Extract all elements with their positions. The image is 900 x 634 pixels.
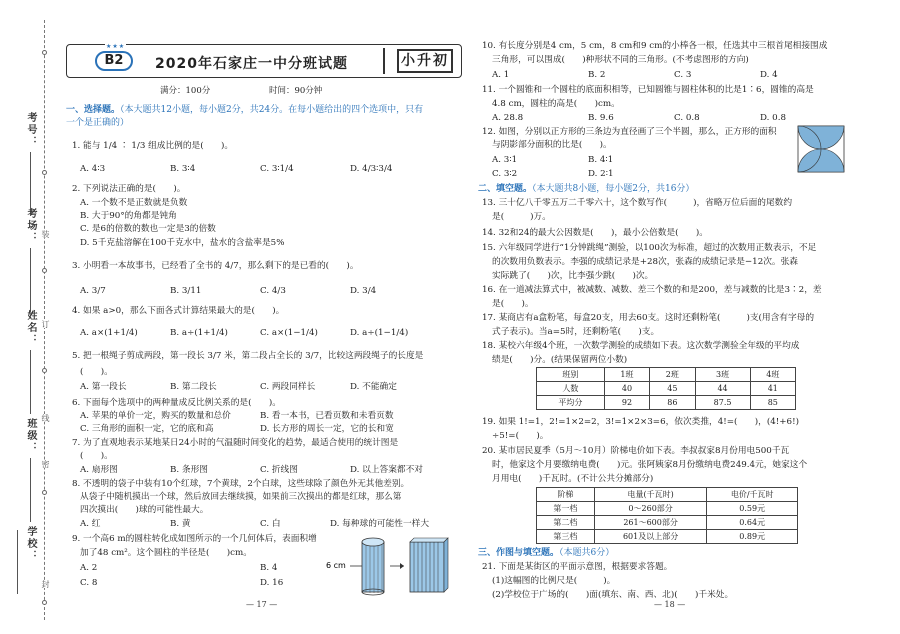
q3-option-c[interactable]: C. 4/3 (260, 286, 286, 296)
question-17-cont: 式子表示)。当a=5时，还剩粉笔( )支。 (492, 327, 660, 337)
q7-option-c[interactable]: C. 折线图 (260, 465, 298, 475)
table-header-row (537, 368, 796, 382)
question-16-cont: 是( )。 (492, 299, 534, 309)
question-3: 3. 小明看一本故事书，已经看了全书的 4/7，那么剩下的是已看的( )。 (72, 261, 359, 271)
q6-option-a[interactable]: A. 苹果的单价一定，购买的数量和总价 (80, 411, 231, 421)
question-10-cont: 三角形，可以围成( )种形状不同的三角形。(不考虑图形的方向) (492, 55, 749, 65)
question-21-part2: (2)学校位于广场的( )面(填东、南、西、北)( )千米处。 (492, 590, 734, 600)
section-draw-heading: 三、作图与填空题。（本题共6分） (478, 548, 615, 558)
question-13-cont: 是( )万。 (492, 212, 551, 222)
question-15-cont2: 实际跳了( )次，比李强少跳( )次。 (492, 271, 654, 281)
q5-option-a[interactable]: A. 第一段长 (80, 382, 127, 392)
page-number: — 18 — (654, 600, 686, 609)
binding-dot (42, 50, 47, 55)
table-cell: 41 (750, 382, 795, 396)
q1-option-b[interactable]: B. 3∶4 (170, 164, 196, 174)
table-cell: 85 (750, 396, 795, 410)
table-cell: 45 (650, 382, 695, 396)
q11-option-d[interactable]: D. 0.8 (760, 113, 786, 123)
question-15: 15. 六年级同学进行“1分钟跳绳”测验，以100次为标准，超过的次数用正数表示，不足 (482, 243, 817, 253)
q9-option-c[interactable]: C. 8 (80, 578, 98, 588)
q8-option-c[interactable]: C. 白 (260, 519, 281, 529)
table-cell: 40 (604, 382, 649, 396)
time-limit: 时间：90分钟 (268, 86, 323, 96)
q5-option-b[interactable]: B. 第二段长 (170, 382, 217, 392)
question-14: 14. 32和24的最大公因数是( )，最小公倍数是( )。 (482, 228, 708, 238)
q2-option-c[interactable]: C. 是6的倍数的数也一定是3的倍数 (80, 224, 216, 234)
q12-option-a[interactable]: A. 3∶1 (492, 155, 518, 165)
table-cell: 86 (650, 396, 695, 410)
question-8-cont: 从袋子中随机摸出一个球，然后放回去继续摸，如果前三次摸出的都是红球，那么第 (80, 492, 402, 502)
q12-option-b[interactable]: B. 4∶1 (588, 155, 614, 165)
question-10: 10. 有长度分别是4 cm，5 cm，8 cm和9 cm的小棒各一根，任选其中三根首尾相接围成 (482, 41, 828, 51)
question-16: 16. 在一道减法算式中，被减数、减数、差三个数的和是200，差与减数的比是3∶2，差 (482, 285, 822, 295)
table-cell: 第二档 (537, 516, 595, 530)
question-11-cont: 4.8 cm，圆柱的高是( )cm。 (492, 99, 620, 109)
q12-option-c[interactable]: C. 3∶2 (492, 169, 518, 179)
q2-option-d[interactable]: D. 5千克盐溶解在100千克水中，盐水的含盐率是5% (80, 238, 285, 248)
q8-option-b[interactable]: B. 黄 (170, 519, 191, 529)
section-fill-heading: 二、填空题。（本大题共8小题，每小题2分，共16分） (478, 184, 695, 194)
grade-stamp: 小升初 (397, 49, 453, 73)
q1-option-d[interactable]: D. 4/3∶3/4 (350, 164, 393, 174)
table-header-cell: 4班 (750, 368, 795, 382)
q2-option-b[interactable]: B. 大于90°的角都是钝角 (80, 211, 177, 221)
cut-mark: 封 (41, 580, 50, 588)
stars-icon: ★★★ (106, 43, 126, 50)
q6-option-c[interactable]: C. 三角形的面积一定，它的底和高 (80, 424, 214, 434)
q4-option-d[interactable]: D. a÷(1−1/4) (350, 328, 409, 338)
question-12: 12. 如图，分别以正方形的三条边为直径画了三个半圆，那么，正方形的面积 (482, 127, 777, 137)
table-header-cell: 阶梯 (537, 488, 595, 502)
question-18: 18. 某校六年级4个班，一次数学测验的成绩如下表。这次数学测验全年级的平均成 (482, 341, 800, 351)
table-header-cell: 2班 (650, 368, 695, 382)
q10-option-a[interactable]: A. 1 (492, 70, 510, 80)
table-cell: 92 (604, 396, 649, 410)
class-score-table (536, 367, 796, 410)
page-18 (478, 0, 892, 634)
q10-option-d[interactable]: D. 4 (760, 70, 778, 80)
q4-option-c[interactable]: C. a×(1−1/4) (260, 328, 318, 338)
exam-meta (160, 84, 378, 96)
table-row (537, 382, 796, 396)
header-divider (383, 48, 385, 74)
binding-margin (0, 20, 58, 620)
q8-option-d[interactable]: D. 每种球的可能性一样大 (330, 519, 430, 529)
table-cell: 第一档 (537, 502, 595, 516)
page-number: — 17 — (246, 600, 278, 609)
table-header-cell: 电量(千瓦时) (594, 488, 707, 502)
question-5: 5. 把一根绳子剪成两段，第一段长 3/7 米，第二段占全长的 3/7，比较这两段绳子的长度是 (72, 351, 424, 361)
q4-option-b[interactable]: B. a÷(1+1/4) (170, 328, 228, 338)
question-5-cont: ( )。 (80, 367, 113, 377)
question-21-part1: (1)这幅图的比例尺是( )。 (492, 576, 616, 586)
cut-mark: 装 (41, 230, 50, 238)
electricity-price-table (536, 487, 798, 544)
q3-option-d[interactable]: D. 3/4 (350, 286, 377, 296)
q3-option-a[interactable]: A. 3/7 (80, 286, 106, 296)
table-cell: 平均分 (537, 396, 605, 410)
question-11: 11. 一个圆锥和一个圆柱的底面积相等，已知圆锥与圆柱体积的比是1∶6，圆锥的高是 (482, 85, 814, 95)
exam-header (66, 44, 462, 78)
exam-number-field[interactable]: 考号： (8, 112, 38, 216)
question-2: 2. 下列说法正确的是( )。 (72, 184, 186, 194)
q2-option-a[interactable]: A. 一个数不是正数就是负数 (80, 198, 188, 208)
question-13: 13. 三十亿八千零五万二千零六十，这个数写作( )，省略万位后面的尾数约 (482, 198, 793, 208)
q8-option-a[interactable]: A. 红 (80, 519, 101, 529)
cut-mark: 线 (41, 414, 50, 422)
question-19-cont: ÷5!=( )。 (492, 431, 549, 441)
q9-option-a[interactable]: A. 2 (80, 563, 98, 573)
question-20-cont: 时，他家这个月要缴纳电费( )元。张阿姨家8月份缴纳电费249.4元，她家这个 (492, 460, 808, 470)
q7-option-d[interactable]: D. 以上答案都不对 (350, 465, 423, 475)
binding-dot (42, 170, 47, 175)
q3-option-b[interactable]: B. 3/11 (170, 286, 202, 296)
q1-option-c[interactable]: C. 3∶1/4 (260, 164, 294, 174)
table-cell: 601及以上部分 (594, 530, 707, 544)
section-choice-heading: 一、选择题。（本大题共12小题，每小题2分，共24分。在每小题给出的四个选项中，只有 (66, 105, 424, 115)
cut-mark: 密 (41, 460, 50, 468)
q4-option-a[interactable]: A. a×(1+1/4) (80, 328, 138, 338)
square-semicircle-figure (796, 124, 848, 176)
q9-option-d[interactable]: D. 16 (260, 578, 284, 588)
page-17 (60, 0, 472, 634)
table-cell: 0.59元 (707, 502, 798, 516)
table-header-cell: 1班 (604, 368, 649, 382)
question-15-cont: 的次数用负数表示。李强的成绩记录是+28次，张森的成绩记录是−12次。张森 (492, 257, 798, 267)
table-row (537, 502, 798, 516)
q11-option-b[interactable]: B. 9.6 (588, 113, 614, 123)
question-1: 1. 能与 1/4 ∶ 1/3 组成比例的是( )。 (72, 141, 234, 151)
question-19: 19. 如果 1!=1，2!=1×2=2，3!=1×2×3=6，依次类推，4!=( )，(4!+6!) (482, 417, 799, 427)
question-4: 4. 如果 a>0，那么下面各式计算结果最大的是( )。 (72, 306, 285, 316)
question-17: 17. 某商店有a盒粉笔，每盒20支，用去60支。这时还剩粉笔( )支(用含有字母的 (482, 313, 815, 323)
table-cell: 人数 (537, 382, 605, 396)
paper-code: B2 (95, 51, 133, 71)
q10-option-b[interactable]: B. 2 (588, 70, 606, 80)
question-9: 9. 一个高6 m的圆柱转化成如图所示的一个几何体后，表面积增 (72, 534, 317, 544)
exam-title: 2020年石家庄一中分班试题 (155, 56, 348, 72)
table-header-cell: 班别 (537, 368, 605, 382)
question-20-cont2: 月用电( )千瓦时。(不计公共分摊部分) (492, 474, 654, 484)
section-choice-note: 一个是正确的） (66, 118, 130, 128)
table-row (537, 396, 796, 410)
figure-label: 6 cm (326, 561, 346, 570)
table-cell: 261～600部分 (594, 516, 707, 530)
table-cell: 44 (695, 382, 750, 396)
q5-option-d[interactable]: D. 不能确定 (350, 382, 397, 392)
question-8-cont2: 四次摸出( )球的可能性最大。 (80, 505, 209, 515)
question-20: 20. 某市居民夏季（5月～10月）阶梯电价如下表。李叔叔家8月份用电500千瓦 (482, 446, 790, 456)
q10-option-c[interactable]: C. 3 (674, 70, 692, 80)
binding-dot (42, 368, 47, 373)
question-6: 6. 下面每个选项中的两种量成反比例关系的是( )。 (72, 398, 281, 408)
q6-option-d[interactable]: D. 长方形的周长一定，它的长和宽 (260, 424, 394, 434)
q1-option-a[interactable]: A. 4∶3 (80, 164, 106, 174)
table-cell: 0.64元 (707, 516, 798, 530)
binding-dot (42, 600, 47, 605)
total-score: 满分：100分 (160, 86, 211, 96)
q7-option-a[interactable]: A. 扇形图 (80, 465, 118, 475)
table-row (537, 530, 798, 544)
q5-option-c[interactable]: C. 两段同样长 (260, 382, 316, 392)
exam-room-field[interactable]: 考场： (8, 208, 38, 312)
binding-dot (42, 490, 47, 495)
table-cell: 第三档 (537, 530, 595, 544)
q6-option-b[interactable]: B. 看一本书，已看页数和未看页数 (260, 411, 394, 421)
question-7: 7. 为了直观地表示某地某日24小时的气温随时间变化的趋势，最适合使用的统计图是 (72, 438, 399, 448)
school-field[interactable]: 学校： (8, 526, 38, 620)
table-header-cell: 3班 (695, 368, 750, 382)
table-cell: 0～260部分 (594, 502, 707, 516)
table-cell: 0.89元 (707, 530, 798, 544)
table-row (537, 516, 798, 530)
question-12-cont: 与阴影部分面积的比是( )。 (492, 140, 612, 150)
question-21: 21. 下面是某街区的平面示意图，根据要求答题。 (482, 562, 673, 572)
name-field[interactable]: 姓名： (8, 310, 38, 414)
q12-option-d[interactable]: D. 2∶1 (588, 169, 614, 179)
binding-dot (42, 268, 47, 273)
q9-option-b[interactable]: B. 4 (260, 563, 278, 573)
question-7-cont: ( )。 (80, 451, 113, 461)
cylinder-figure (322, 534, 470, 596)
table-header-cell: 电价/千瓦时 (707, 488, 798, 502)
table-header-row (537, 488, 798, 502)
q11-option-a[interactable]: A. 28.8 (492, 113, 524, 123)
q7-option-b[interactable]: B. 条形图 (170, 465, 208, 475)
class-field[interactable]: 班级： (8, 418, 38, 522)
cut-mark: 订 (41, 320, 50, 328)
table-cell: 87.5 (695, 396, 750, 410)
question-18-cont: 绩是( )分。(结果保留两位小数) (492, 355, 628, 365)
question-8: 8. 不透明的袋子中装有10个红球，7个黄球，2个白球，这些球除了颜色外无其他差别。 (72, 479, 410, 489)
q11-option-c[interactable]: C. 0.8 (674, 113, 700, 123)
question-9-cont: 加了48 cm²。这个圆柱的半径是( )cm。 (80, 548, 252, 558)
